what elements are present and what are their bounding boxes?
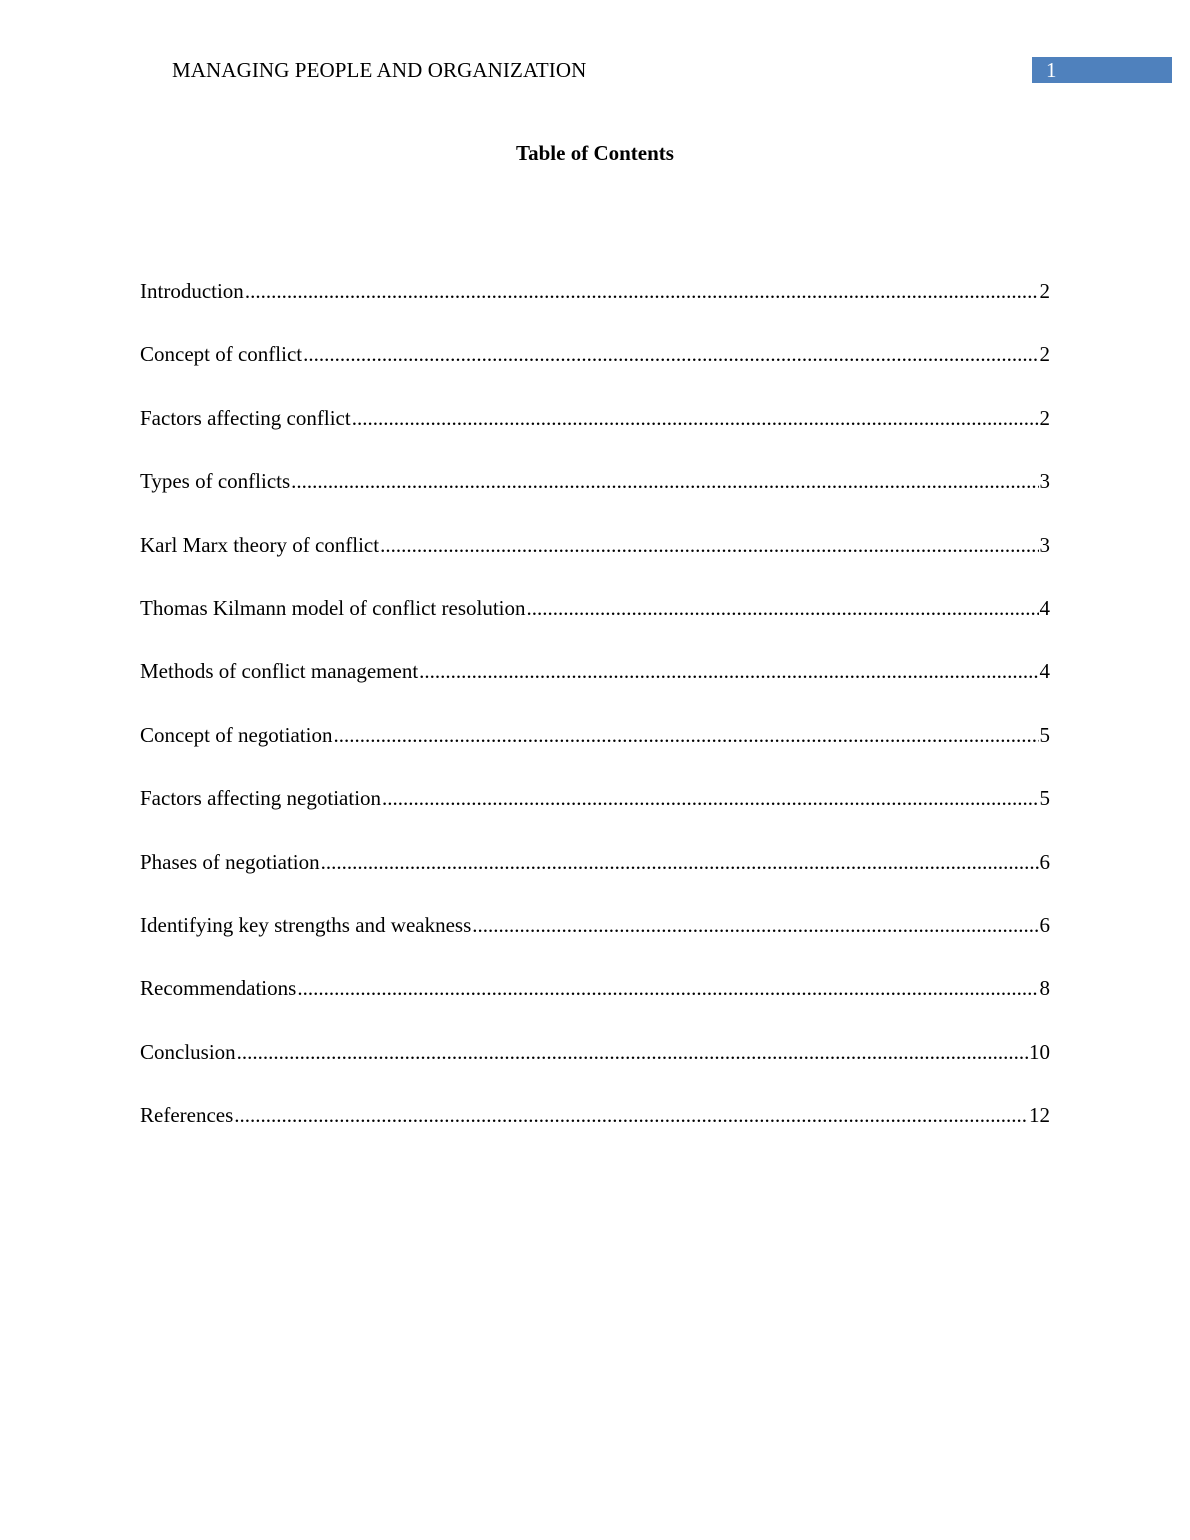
toc-entry-label[interactable]: Conclusion xyxy=(140,1039,236,1064)
toc-entry-label[interactable]: Thomas Kilmann model of conflict resolution xyxy=(140,595,526,620)
toc-entry-page[interactable]: 2 xyxy=(1039,342,1050,367)
table-of-contents xyxy=(140,278,1050,1165)
toc-entry-page[interactable]: 3 xyxy=(1039,532,1050,557)
toc-entry-factors-affecting-negotiation[interactable] xyxy=(140,785,1050,848)
toc-entry-label[interactable]: Types of conflicts xyxy=(140,469,291,494)
dot-leader xyxy=(321,849,1039,875)
dot-leader xyxy=(382,785,1038,811)
toc-entry-page[interactable]: 4 xyxy=(1039,659,1050,684)
dot-leader xyxy=(472,912,1038,938)
toc-entry-recommendations[interactable] xyxy=(140,975,1050,1038)
toc-title: Table of Contents xyxy=(516,141,674,165)
toc-entry-label[interactable]: Phases of negotiation xyxy=(140,849,320,874)
toc-entry-concept-of-conflict[interactable] xyxy=(140,341,1050,404)
toc-entry-introduction[interactable] xyxy=(140,278,1050,341)
toc-entry-page[interactable]: 6 xyxy=(1039,849,1050,874)
dot-leader xyxy=(237,1039,1028,1065)
toc-entry-page[interactable]: 5 xyxy=(1039,722,1050,747)
toc-entry-types-of-conflicts[interactable] xyxy=(140,468,1050,531)
toc-entry-label[interactable]: Factors affecting conflict xyxy=(140,405,351,430)
toc-entry-methods-of-conflict-management[interactable] xyxy=(140,658,1050,721)
toc-entry-page[interactable]: 2 xyxy=(1039,279,1050,303)
running-head: MANAGING PEOPLE AND ORGANIZATION xyxy=(172,58,587,82)
dot-leader xyxy=(352,405,1039,431)
toc-entry-phases-of-negotiation[interactable] xyxy=(140,849,1050,912)
toc-entry-label[interactable]: Identifying key strengths and weakness xyxy=(140,912,472,937)
dot-leader xyxy=(291,468,1038,494)
toc-entry-label[interactable]: Karl Marx theory of conflict xyxy=(140,532,380,557)
dot-leader xyxy=(297,975,1038,1001)
toc-entry-page[interactable]: 2 xyxy=(1039,405,1050,430)
toc-entry-concept-of-negotiation[interactable] xyxy=(140,722,1050,785)
toc-entry-page[interactable]: 6 xyxy=(1039,912,1050,937)
toc-entry-label[interactable]: Recommendations xyxy=(140,976,297,1001)
toc-entry-karl-marx-theory[interactable] xyxy=(140,532,1050,595)
dot-leader xyxy=(234,1102,1028,1128)
toc-entry-page[interactable]: 4 xyxy=(1039,595,1050,620)
toc-entry-page[interactable]: 3 xyxy=(1039,469,1050,494)
dot-leader xyxy=(303,341,1038,367)
toc-entry-label[interactable]: References xyxy=(140,1103,234,1128)
toc-entry-label[interactable]: Concept of conflict xyxy=(140,342,303,367)
dot-leader xyxy=(527,595,1039,621)
dot-leader xyxy=(333,722,1038,748)
toc-entry-page[interactable]: 12 xyxy=(1029,1103,1050,1128)
toc-entry-label[interactable]: Introduction xyxy=(140,279,244,303)
toc-entry-label[interactable]: Methods of conflict management xyxy=(140,659,419,684)
toc-entry-page[interactable]: 5 xyxy=(1039,786,1050,811)
dot-leader xyxy=(245,278,1039,304)
toc-entry-label[interactable]: Concept of negotiation xyxy=(140,722,333,747)
toc-entry-page[interactable]: 10 xyxy=(1029,1039,1050,1064)
toc-entry-page[interactable]: 8 xyxy=(1039,976,1050,1001)
dot-leader xyxy=(380,532,1038,558)
dot-leader xyxy=(419,658,1038,684)
toc-entry-conclusion[interactable] xyxy=(140,1039,1050,1102)
toc-entry-thomas-kilmann-model[interactable] xyxy=(140,595,1050,658)
toc-entry-factors-affecting-conflict[interactable] xyxy=(140,405,1050,468)
page-number-badge: 1 xyxy=(1032,57,1172,83)
toc-entry-label[interactable]: Factors affecting negotiation xyxy=(140,786,382,811)
toc-entry-strengths-and-weakness[interactable] xyxy=(140,912,1050,975)
toc-entry-references[interactable] xyxy=(140,1102,1050,1165)
